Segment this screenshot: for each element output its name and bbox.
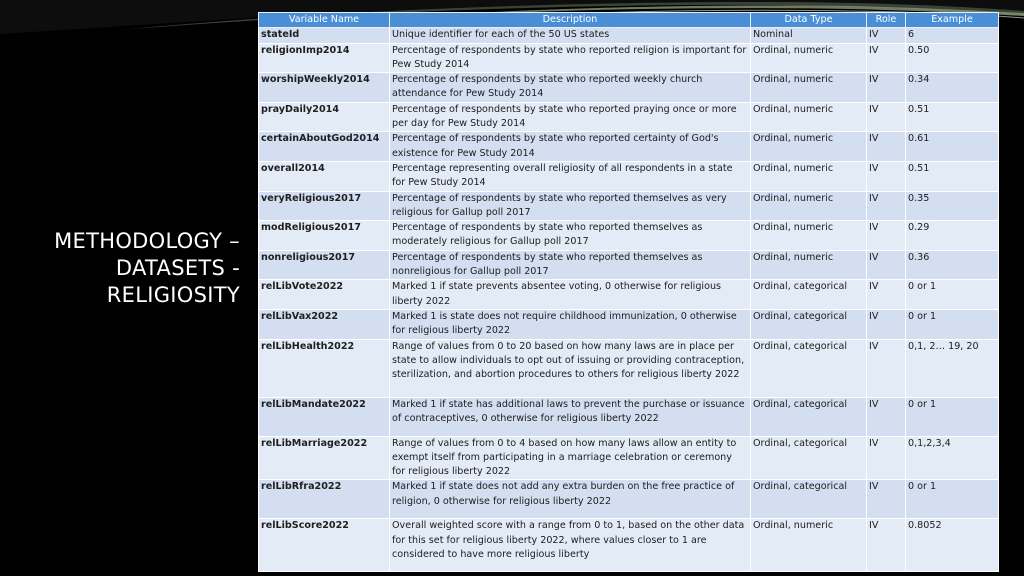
role-cell: IV [867,397,906,436]
variable-name-cell: relLibVax2022 [259,309,390,339]
table-row [259,28,999,43]
table-row [259,73,999,103]
description-cell: Percentage of respondents by state who reported themselves as very religious for Gallup poll 2017 [390,191,751,221]
variable-name-cell: prayDaily2014 [259,102,390,132]
role-cell: IV [867,280,906,310]
description-cell: Percentage of respondents by state who reported praying once or more per day for Pew Study 2014 [390,102,751,132]
example-cell: 0 or 1 [906,309,999,339]
table-row [259,397,999,436]
variable-name-cell: relLibHealth2022 [259,339,390,397]
table-row [259,519,999,572]
description-cell: Unique identifier for each of the 50 US states [390,28,751,43]
table-row [259,161,999,191]
role-cell: IV [867,221,906,251]
description-cell: Range of values from 0 to 4 based on how many laws allow an entity to exempt itself from participating in a marriage celebration or ceremony for religious liberty 2022 [390,436,751,480]
role-cell: IV [867,161,906,191]
data-type-cell: Ordinal, numeric [751,250,867,280]
variables-table [258,12,999,572]
table-row [259,43,999,73]
example-cell: 0 or 1 [906,480,999,519]
table-row [259,250,999,280]
header-variable-name: Variable Name [259,13,390,28]
role-cell: IV [867,250,906,280]
role-cell: IV [867,436,906,480]
description-cell: Percentage of respondents by state who reported weekly church attendance for Pew Study 2014 [390,73,751,103]
data-type-cell: Ordinal, categorical [751,309,867,339]
data-type-cell: Ordinal, numeric [751,102,867,132]
data-type-cell: Ordinal, categorical [751,436,867,480]
role-cell: IV [867,309,906,339]
data-type-cell: Ordinal, numeric [751,191,867,221]
example-cell: 0 or 1 [906,397,999,436]
variable-name-cell: veryReligious2017 [259,191,390,221]
variable-name-cell: relLibMarriage2022 [259,436,390,480]
data-type-cell: Ordinal, numeric [751,519,867,572]
example-cell: 0.61 [906,132,999,162]
example-cell: 0,1, 2… 19, 20 [906,339,999,397]
description-cell: Overall weighted score with a range from 0 to 1, based on the other data for this set for religious liberty 2022, where values closer to 1 are considered to have more religious liberty [390,519,751,572]
example-cell: 0.51 [906,102,999,132]
variable-name-cell: worshipWeekly2014 [259,73,390,103]
data-type-cell: Ordinal, numeric [751,161,867,191]
slide-title-line-3: RELIGIOSITY [106,283,240,307]
variable-name-cell: relLibRfra2022 [259,480,390,519]
variable-name-cell: modReligious2017 [259,221,390,251]
example-cell: 0.34 [906,73,999,103]
data-type-cell: Ordinal, categorical [751,397,867,436]
example-cell: 0.50 [906,43,999,73]
header-data-type: Data Type [751,13,867,28]
table-row [259,102,999,132]
description-cell: Percentage representing overall religiosity of all respondents in a state for Pew Study 2014 [390,161,751,191]
description-cell: Percentage of respondents by state who reported themselves as moderately religious for Gallup poll 2017 [390,221,751,251]
table-row [259,309,999,339]
role-cell: IV [867,28,906,43]
table-row [259,436,999,480]
table-row [259,339,999,397]
description-cell: Percentage of respondents by state who reported certainty of God's existence for Pew Study 2014 [390,132,751,162]
variable-name-cell: relLibMandate2022 [259,397,390,436]
data-type-cell: Nominal [751,28,867,43]
slide-title-line-1: METHODOLOGY – [54,229,240,253]
description-cell: Marked 1 if state does not add any extra burden on the free practice of religion, 0 otherwise for religious liberty 2022 [390,480,751,519]
example-cell: 0 or 1 [906,280,999,310]
variable-name-cell: overall2014 [259,161,390,191]
table-row [259,191,999,221]
data-type-cell: Ordinal, categorical [751,339,867,397]
variable-name-cell: relLibScore2022 [259,519,390,572]
data-type-cell: Ordinal, categorical [751,480,867,519]
example-cell: 0.35 [906,191,999,221]
role-cell: IV [867,191,906,221]
data-type-cell: Ordinal, numeric [751,221,867,251]
description-cell: Marked 1 is state does not require childhood immunization, 0 otherwise for religious liberty 2022 [390,309,751,339]
data-type-cell: Ordinal, categorical [751,280,867,310]
table-row [259,280,999,310]
header-description: Description [390,13,751,28]
description-cell: Range of values from 0 to 20 based on how many laws are in place per state to allow individuals to opt out of issuing or providing contraception, sterilization, and abortion procedures to others for religious liberty 2022 [390,339,751,397]
table-row [259,480,999,519]
table-header-row [259,13,999,28]
role-cell: IV [867,73,906,103]
role-cell: IV [867,132,906,162]
example-cell: 6 [906,28,999,43]
role-cell: IV [867,519,906,572]
slide-title-line-2: DATASETS - [115,256,240,280]
example-cell: 0.51 [906,161,999,191]
example-cell: 0.36 [906,250,999,280]
variable-name-cell: relLibVote2022 [259,280,390,310]
variable-name-cell: stateId [259,28,390,43]
description-cell: Percentage of respondents by state who reported themselves as nonreligious for Gallup poll 2017 [390,250,751,280]
data-type-cell: Ordinal, numeric [751,73,867,103]
variable-name-cell: religionImp2014 [259,43,390,73]
description-cell: Marked 1 if state has additional laws to prevent the purchase or issuance of contraceptives, 0 otherwise for religious liberty 2022 [390,397,751,436]
slide-title [8,228,240,309]
example-cell: 0.29 [906,221,999,251]
role-cell: IV [867,339,906,397]
example-cell: 0,1,2,3,4 [906,436,999,480]
role-cell: IV [867,480,906,519]
role-cell: IV [867,43,906,73]
data-type-cell: Ordinal, numeric [751,43,867,73]
variable-name-cell: certainAboutGod2014 [259,132,390,162]
description-cell: Marked 1 if state prevents absentee voting, 0 otherwise for religious liberty 2022 [390,280,751,310]
data-type-cell: Ordinal, numeric [751,132,867,162]
example-cell: 0.8052 [906,519,999,572]
variable-name-cell: nonreligious2017 [259,250,390,280]
header-example: Example [906,13,999,28]
table-row [259,132,999,162]
header-role: Role [867,13,906,28]
role-cell: IV [867,102,906,132]
table-row [259,221,999,251]
description-cell: Percentage of respondents by state who reported religion is important for Pew Study 2014 [390,43,751,73]
